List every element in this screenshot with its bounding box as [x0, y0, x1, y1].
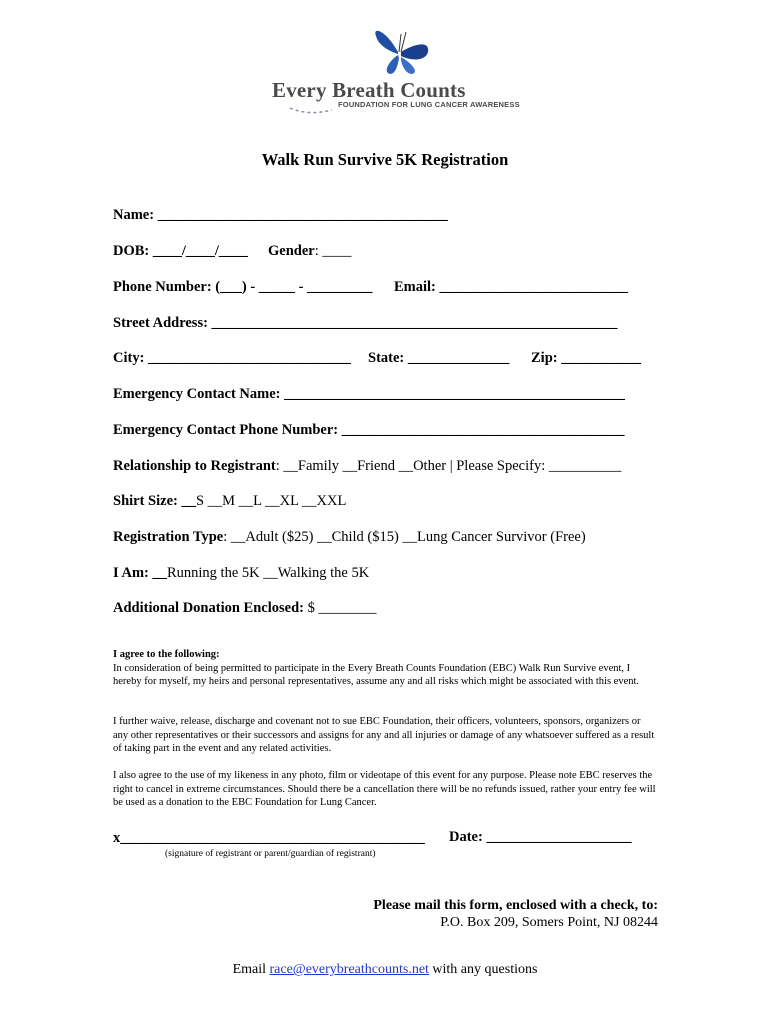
agreement-heading: I agree to the following: — [113, 649, 220, 660]
shirt-size-field[interactable]: Shirt Size: __S __M __L __XL __XXL — [113, 493, 347, 509]
contact-prefix: Email — [232, 962, 270, 977]
participation-field[interactable]: I Am: __Running the 5K __Walking the 5K — [113, 565, 370, 581]
agreement-paragraph-1: In consideration of being permitted to participate in the Every Breath Counts Foundation (EBC) Walk Run Survive event, I hereby for myself, my heirs and personal representatives, assume any and all risks which might be associated with this event. — [113, 662, 640, 688]
email-field[interactable]: Email: __________________________ — [394, 279, 629, 295]
relationship-field[interactable]: Relationship to Registrant: __Family __Friend __Other | Please Specify: __________ — [113, 458, 622, 474]
dob-gender-row — [113, 242, 352, 260]
logo-tagline: FOUNDATION FOR LUNG CANCER AWARENESS — [338, 100, 520, 109]
city-field[interactable]: City: ____________________________ — [113, 350, 352, 366]
emergency-phone-field[interactable]: Emergency Contact Phone Number: _______________________________________ — [113, 422, 625, 438]
signature-note: (signature of registrant or parent/guardian of registrant) — [165, 849, 376, 859]
mail-instructions — [373, 897, 658, 931]
state-field[interactable]: State: ______________ — [368, 350, 510, 366]
agreement-paragraph-2: I further waive, release, discharge and covenant not to sue EBC Foundation, their officers, volunteers, sponsors, organizers or any other representatives or their successors and assigns for any and all injuries or damage of any whatsoever suffered as a result of taking part in the event and any related activities. — [113, 716, 655, 755]
page-title: Walk Run Survive 5K Registration — [261, 150, 509, 169]
street-field[interactable]: Street Address: ________________________________________________________ — [113, 315, 618, 331]
dob-field[interactable]: DOB: ____/____/____ — [113, 243, 248, 259]
name-field[interactable]: Name: ________________________________________ — [113, 207, 448, 223]
date-field[interactable]: Date: ____________________ — [449, 829, 632, 845]
agreement-paragraph-3: I also agree to the use of my likeness in any photo, film or videotape of this event for any purpose. Please note EBC reserves the right to cancel in extreme circumstances. Should there be a cancellation there will be no refunds issued, rather your entry fee will be used as a donation to the EBC Foundation for Lung Cancer. — [113, 770, 656, 809]
logo — [268, 22, 520, 117]
agreement-section — [113, 648, 658, 689]
gender-field[interactable]: Gender: ____ — [268, 243, 352, 259]
phone-field[interactable]: Phone Number: (___) - _____ - _________ — [113, 279, 373, 295]
zip-field[interactable]: Zip: ___________ — [531, 350, 641, 366]
phone-row — [113, 278, 629, 296]
butterfly-icon — [368, 22, 438, 82]
signature-line[interactable]: x__________________________________________ — [113, 830, 425, 846]
city-row — [113, 349, 641, 367]
mail-address: P.O. Box 209, Somers Point, NJ 08244 — [440, 915, 658, 930]
donation-field[interactable]: Additional Donation Enclosed: $ ________ — [113, 600, 377, 616]
logo-brand: Every Breath Counts — [272, 78, 466, 102]
contact-email-link[interactable]: race@everybreathcounts.net — [269, 962, 429, 977]
mail-instruction-text: Please mail this form, enclosed with a check, to: — [373, 898, 658, 913]
emergency-name-field[interactable]: Emergency Contact Name: _______________________________________________ — [113, 386, 625, 402]
contact-line — [0, 962, 770, 978]
registration-type-field[interactable]: Registration Type: __Adult ($25) __Child ($15) __Lung Cancer Survivor (Free) — [113, 529, 586, 545]
contact-suffix: with any questions — [428, 962, 538, 977]
